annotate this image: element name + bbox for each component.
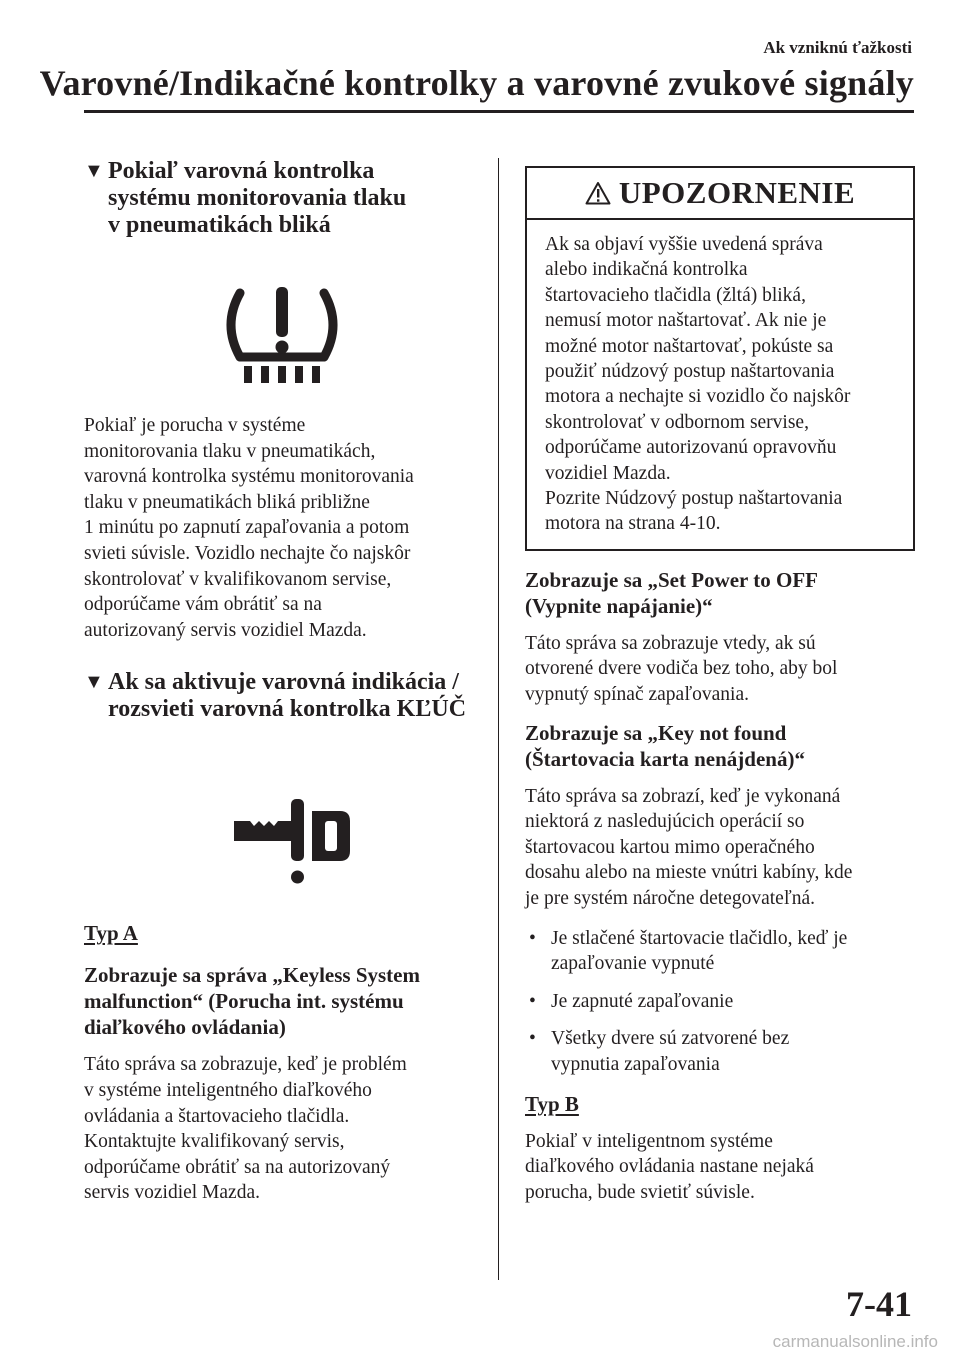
caution-box — [525, 166, 915, 551]
page-number: 7-41 — [846, 1284, 912, 1324]
bullet-icon: • — [529, 990, 536, 1012]
chapter-title: Ak vzniknú ťažkosti — [763, 38, 912, 57]
typ-b-description: Pokiaľ v inteligentnom systéme diaľkového ovládania nastane nejaká porucha, bude svietiť súvisle. — [525, 1130, 814, 1203]
bullet-icon: • — [529, 927, 536, 949]
tire-pressure-warning-icon — [84, 285, 480, 389]
key-warning-icon — [84, 799, 480, 885]
section-heading-key: ▼ Ak sa aktivuje varovná indikácia / rozsvieti varovná kontrolka KĽÚČ — [84, 669, 467, 723]
right-column — [525, 166, 915, 1205]
typ-a-label: Typ A — [84, 921, 138, 946]
caution-title: UPOZORNENIE — [527, 168, 913, 220]
set-power-off-description: Táto správa sa zobrazuje vtedy, ak sú otvorené dvere vodiča bez toho, aby bol vypnutý spínač zapaľovania. — [525, 632, 838, 706]
watermark: carmanualsonline.info — [772, 1332, 938, 1351]
section-triangle-icon: ▼ — [84, 671, 104, 694]
list-item: • Je zapnuté zapaľovanie — [525, 989, 915, 1015]
tpms-description: Pokiaľ je porucha v systéme monitorovania tlaku v pneumatikách, varovná kontrolka systému monitorovania tlaku v pneumatikách bliká približne 1 minútu po zapnutí zapaľovania a potom svieti súvisle. Vozidlo nechajte čo najskôr skontrolovať v kvalifikovanom servise, odporúčame vám obrátiť sa na autorizovaný servis vozidiel Mazda. — [84, 415, 414, 641]
header-rule — [84, 110, 914, 113]
warning-triangle-icon — [585, 181, 611, 205]
set-power-off-heading: Zobrazuje sa „Set Power to OFF (Vypnite napájanie)“ — [525, 567, 818, 618]
page-title: Varovné/Indikačné kontrolky a varovné zvukové signály — [39, 63, 914, 103]
keyless-malfunction-heading: Zobrazuje sa správa „Keyless System malfunction“ (Porucha int. systému diaľkového ovládania) — [84, 963, 420, 1040]
list-item: • Je stlačené štartovacie tlačidlo, keď je zapaľovanie vypnuté — [529, 927, 848, 975]
section-triangle-icon: ▼ — [84, 160, 104, 182]
left-column — [84, 158, 480, 1206]
bullet-icon: • — [529, 1028, 536, 1050]
caution-text: Ak sa objaví vyššie uvedená správa alebo indikačná kontrolka štartovacieho tlačidla (žltá) bliká, nemusí motor naštartovať. Ak nie je možné motor naštartovať, pokúste sa použiť núdzový postup naštartovania motora a nechajte si vozidlo čo najskôr skontrolovať v odbornom servise, odporúčame autorizovanú opravovňu vozidiel Mazda. Pozrite Núdzový postup naštartovania motora na strana 4-10. — [545, 234, 851, 535]
list-item: • Všetky dvere sú zatvorené bez vypnutia zapaľovania — [529, 1028, 790, 1075]
key-not-found-conditions — [525, 926, 915, 1078]
typ-b-label: Typ B — [525, 1091, 579, 1116]
column-divider — [498, 158, 499, 1280]
key-not-found-description: Táto správa sa zobrazí, keď je vykonaná niektorá z nasledujúcich operácií so štartovacou kartou mimo operačného dosahu alebo na mieste vnútri kabíny, kde je pre systém náročne detegovateľná. — [525, 785, 853, 910]
keyless-malfunction-description: Táto správa sa zobrazuje, keď je problém v systéme inteligentného diaľkového ovládania a štartovacieho tlačidla. Kontaktujte kvalifikovaný servis, odporúčame obrátiť sa na autorizovaný servis vozidiel Mazda. — [84, 1054, 407, 1204]
section-heading-tpms: ▼ Pokiaľ varovná kontrolka systému monitorovania tlaku v pneumatikách bliká — [84, 158, 407, 238]
key-not-found-heading: Zobrazuje sa „Key not found (Štartovacia karta nenájdená)“ — [525, 720, 805, 771]
